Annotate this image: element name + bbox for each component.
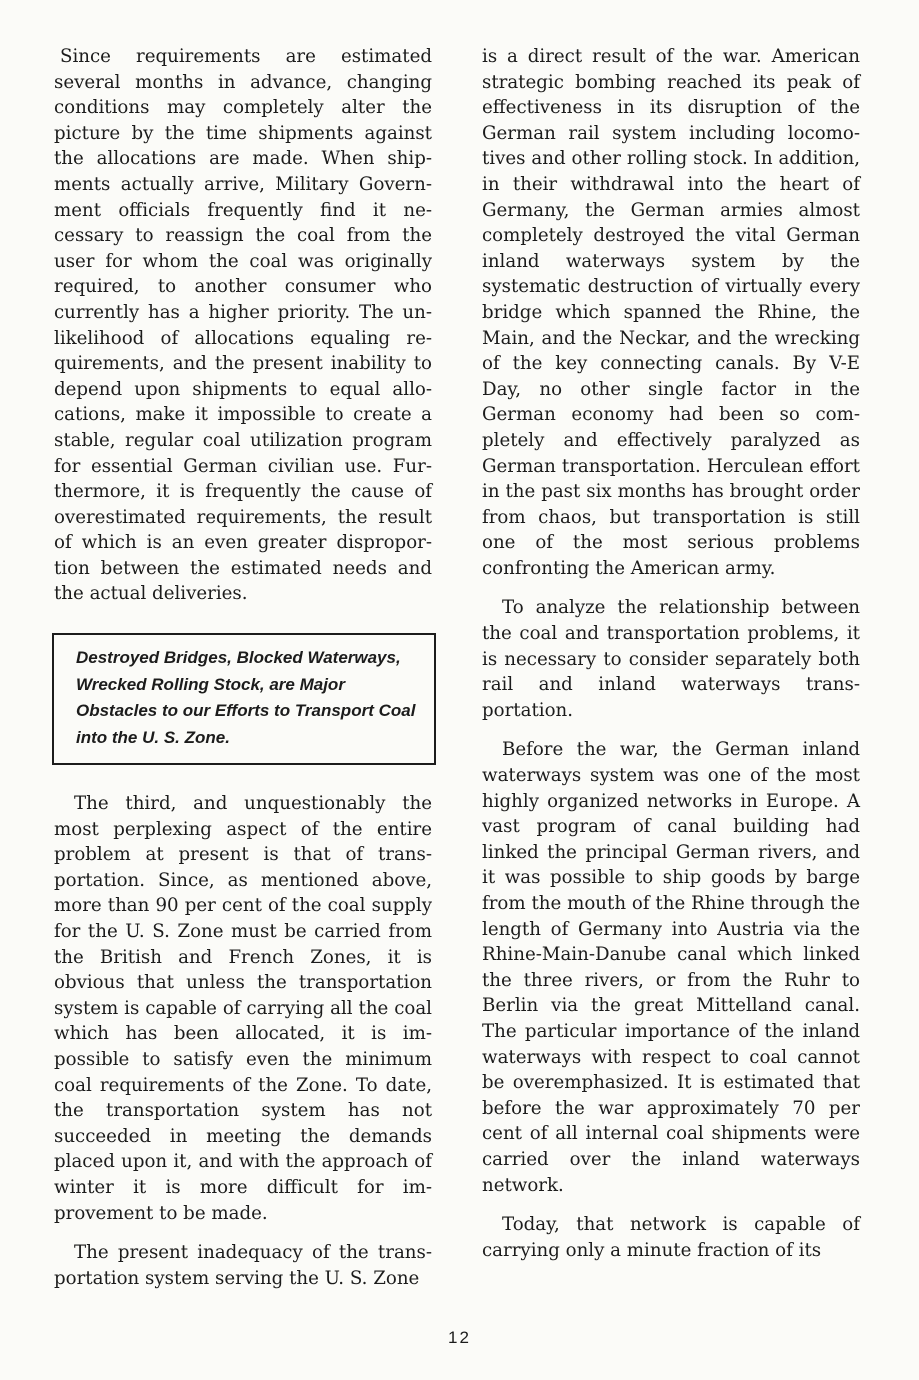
- right-column: [482, 44, 860, 1277]
- body-paragraph: To analyze the relationship between the coal and transportation problems, it is necessary to consider separately both rail and inland waterways transportation.: [482, 597, 860, 721]
- pull-quote-text: Destroyed Bridges, Blocked Waterways, Wrecked Rolling Stock, are Major Obstacles to our Efforts to Transport Coal into the U. S. Zone.: [76, 648, 416, 747]
- body-paragraph: The present inadequacy of the transportation system serving the U. S. Zone: [54, 1242, 432, 1289]
- body-paragraph: is a direct result of the war. American strategic bombing reached its peak of effectiveness in its disruption of the German rail system including locomotives and other rolling stock. In addition, in their withdrawal into the heart of Germany, the German armies almost completely destroyed the vital German inland waterways system by the systematic destruction of virtually every bridge which spanned the Rhine, the Main, and the Neckar, and the wrecking of the key connecting canals. By V-E Day, no other single factor in the German economy had been so completely and effectively paralyzed as German transportation. Herculean effort in the past six months has brought order from chaos, but transportation is still one of the most serious problems confronting the American army.: [482, 46, 860, 579]
- pull-quote-box: [52, 633, 436, 765]
- page-number: 12: [448, 1328, 471, 1347]
- body-paragraph: Since requirements are estimated several months in advance, changing conditions may completely alter the picture by the time shipments against the allocations are made. When shipments actually arrive, Military Government officials frequently find it necessary to reassign the coal from the user for whom the coal was originally required, to another consumer who currently has a higher priority. The unlikelihood of allocations equaling requirements, and the present inability to depend upon shipments to equal allocations, make it impossible to create a stable, regular coal utilization program for essential German civilian use. Furthermore, it is frequently the cause of overestimated requirements, the result of which is an even greater disproportion between the estimated needs and the actual deliveries.: [54, 46, 432, 605]
- left-column: [54, 44, 432, 1305]
- body-paragraph: The third, and unquestionably the most perplexing aspect of the entire problem at present is that of transportation. Since, as mentioned above, more than 90 per cent of the coal supply for the U. S. Zone must be carried from the British and French Zones, it is obvious that unless the transportation system is capable of carrying all the coal which has been allocated, it is impossible to satisfy even the minimum coal requirements of the Zone. To date, the transportation system has not succeeded in meeting the demands placed upon it, and with the approach of winter it is more difficult for improvement to be made.: [54, 793, 432, 1224]
- body-paragraph: Today, that network is capable of carrying only a minute fraction of its: [482, 1214, 860, 1261]
- body-paragraph: Before the war, the German inland waterways system was one of the most highly organized networks in Europe. A vast program of canal building had linked the principal German rivers, and it was possible to ship goods by barge from the mouth of the Rhine through the length of Germany into Austria via the Rhine-Main-Danube canal which linked the three rivers, or from the Ruhr to Berlin via the great Mittelland canal. The particular importance of the inland waterways with respect to coal cannot be overemphasized. It is estimated that before the war approximately 70 per cent of all internal coal shipments were carried over the inland waterways network.: [482, 739, 860, 1196]
